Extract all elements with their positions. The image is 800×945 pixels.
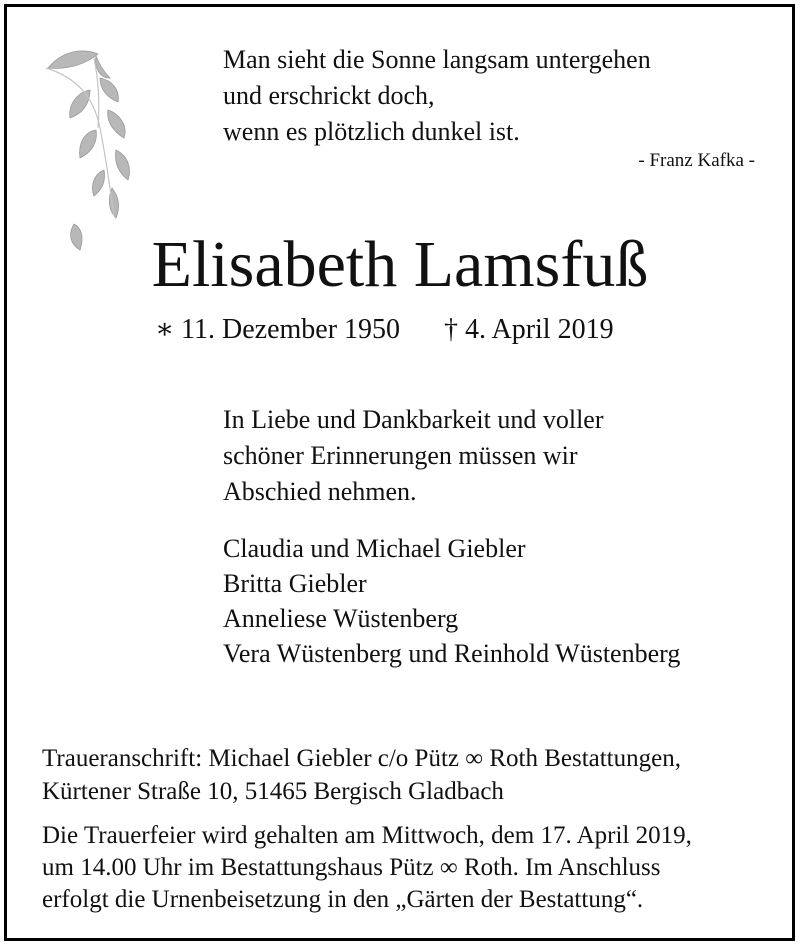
birth-date: ∗ 11. Dezember 1950	[155, 314, 401, 345]
message-line: Abschied nehmen.	[223, 477, 417, 506]
message-line: schöner Erinnerungen müssen wir	[223, 441, 578, 470]
deceased-name: Elisabeth Lamsfuß	[151, 228, 649, 301]
family-member: Vera Wüstenberg und Reinhold Wüstenberg	[223, 639, 681, 668]
family-member: Anneliese Wüstenberg	[223, 604, 459, 633]
life-dates	[155, 312, 614, 348]
quote-line: wenn es plötzlich dunkel ist.	[223, 117, 520, 146]
ceremony-line: Die Trauerfeier wird gehalten am Mittwoch, dem 17. April 2019,	[42, 822, 692, 849]
ceremony-line: erfolgt die Urnenbeisetzung in den „Gärten der Bestattung“.	[42, 886, 644, 913]
family-member: Britta Giebler	[223, 569, 367, 598]
quote-line: und erschrickt doch,	[223, 81, 435, 110]
quote-attribution: - Franz Kafka -	[638, 150, 755, 171]
kafka-quote	[223, 42, 651, 150]
farewell-message	[223, 402, 604, 510]
death-date: † 4. April 2019	[444, 314, 614, 345]
mourning-address	[42, 742, 681, 808]
message-line: In Liebe und Dankbarkeit und voller	[223, 405, 604, 434]
family-member: Claudia und Michael Giebler	[223, 534, 526, 563]
ceremony-info	[42, 820, 692, 916]
family-list	[223, 531, 680, 671]
address-line: Traueranschrift: Michael Giebler c/o Pütz ∞ Roth Bestattungen,	[42, 745, 681, 772]
ceremony-line: um 14.00 Uhr im Bestattungshaus Pütz ∞ Roth. Im Anschluss	[42, 854, 661, 881]
address-line: Kürtener Straße 10, 51465 Bergisch Gladbach	[42, 778, 504, 805]
quote-line: Man sieht die Sonne langsam untergehen	[223, 45, 651, 74]
